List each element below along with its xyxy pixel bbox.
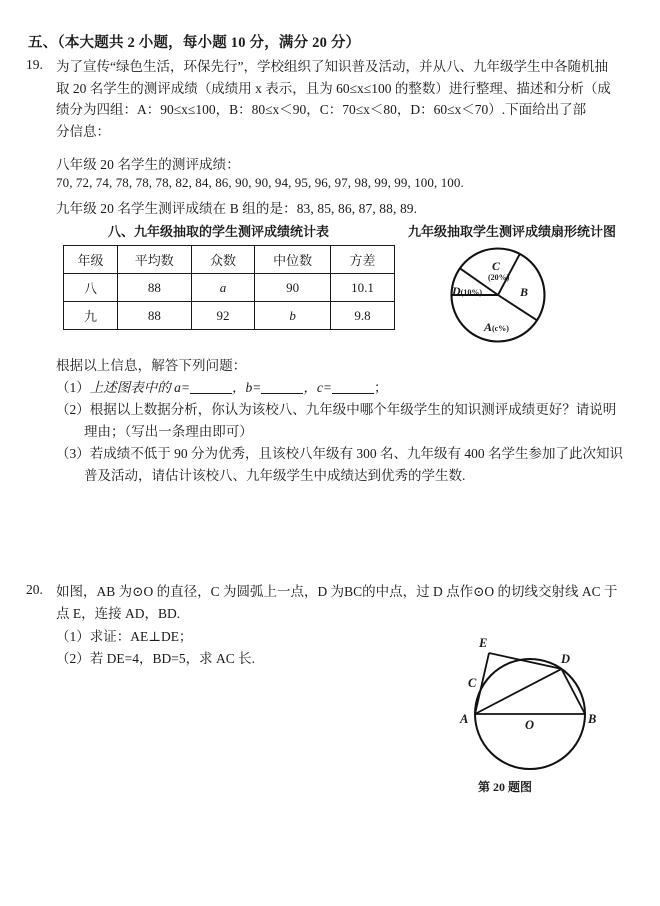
score-statistics-table bbox=[63, 245, 395, 330]
q19-3-line-1 bbox=[56, 443, 636, 465]
q19-1-tail: ； bbox=[373, 380, 388, 395]
cell-grade8-variance: 10.1 bbox=[330, 274, 394, 302]
pie-slice-pct-c: (20%) bbox=[488, 273, 510, 282]
q19-3-text-1: 若成绩不低于 90 分为优秀，且该校八年级有 300 名、九年级有 400 名学生参加了此次知识 bbox=[89, 446, 623, 461]
geometry-svg bbox=[430, 622, 630, 782]
table-row bbox=[64, 302, 395, 330]
q19-2-line-1 bbox=[56, 399, 636, 421]
point-label-c: C bbox=[468, 676, 477, 690]
problem-20-stem bbox=[56, 581, 636, 624]
pie-slice-label-b bbox=[520, 285, 528, 300]
q19-3-line-2: 普及活动，请估计该校八、九年级学生中成绩达到优秀的学生数. bbox=[84, 467, 466, 483]
point-label-d: D bbox=[561, 652, 571, 666]
q20-1-text: 求证：AE⊥DE； bbox=[89, 629, 193, 644]
cell-grade8-median: 90 bbox=[255, 274, 331, 302]
segment-bd bbox=[562, 669, 586, 714]
stat-table-title: 八、九年级抽取的学生测评成绩统计表 bbox=[108, 224, 330, 239]
segment-ace bbox=[475, 653, 489, 714]
segment-ed-tangent bbox=[489, 653, 562, 669]
pie-slice-label-a bbox=[484, 320, 509, 335]
q19-1-text-before: 上述图表中的 a= bbox=[89, 380, 190, 395]
q19-1-blank-a[interactable] bbox=[190, 381, 232, 394]
q19-1-mid1: ，b= bbox=[232, 380, 262, 395]
grade8-scores-label: 八年级 20 名学生的测评成绩： bbox=[56, 157, 240, 172]
grade9-group-b-scores: 九年级 20 名学生测评成绩在 B 组的是：83, 85, 86, 87, 88, 89. bbox=[56, 201, 418, 216]
problem-19-stem-line-4: 分信息： bbox=[56, 123, 110, 139]
cell-grade9-name: 九 bbox=[64, 302, 118, 330]
problem-19-question-2 bbox=[56, 399, 636, 442]
q19-1-tag: （1） bbox=[56, 380, 90, 395]
problem-19-question-1 bbox=[56, 377, 387, 399]
pie-label-a-letter: A bbox=[484, 320, 493, 334]
table-header-median: 中位数 bbox=[255, 246, 331, 274]
table-header-grade: 年级 bbox=[64, 246, 118, 274]
segment-ad bbox=[475, 669, 562, 714]
table-header-mode: 众数 bbox=[191, 246, 255, 274]
pie-slice-pct-a: (c%) bbox=[492, 324, 509, 333]
problem-19-stem bbox=[56, 56, 636, 142]
problem-19-stem-line-3: 绩分为四组：A：90≤x≤100，B：80≤x＜90，C：70≤x＜80，D：60≤x＜70）.下面给出了部 bbox=[56, 102, 587, 117]
problem-20-question-1 bbox=[56, 626, 192, 648]
section-heading: 五、（本大题共 2 小题，每小题 10 分，满分 20 分） bbox=[28, 35, 361, 51]
q20-2-text: 若 DE=4，BD=5，求 AC 长. bbox=[89, 651, 255, 666]
pie-label-c-letter: C bbox=[492, 259, 501, 273]
point-label-o: O bbox=[525, 718, 535, 732]
cell-grade8-name: 八 bbox=[64, 274, 118, 302]
point-label-b: B bbox=[588, 712, 597, 726]
pie-slice-pct-d: (10%) bbox=[460, 288, 482, 297]
cell-grade8-mode: a bbox=[191, 274, 255, 302]
q19-3-tag: （3） bbox=[56, 446, 90, 461]
problem-19-question-3 bbox=[56, 443, 636, 486]
q20-2-tag: （2） bbox=[56, 651, 90, 666]
grade9-score-pie-chart bbox=[438, 242, 578, 350]
pie-slice-label-c bbox=[492, 259, 500, 274]
q19-2-tag: （2） bbox=[56, 402, 90, 417]
problem-20-stem-line-1: 如图，AB 为⊙O 的直径，C 为圆弧上一点，D 为BC的中点，过 D 点作⊙O 的切线交射线 AC 于 bbox=[56, 584, 618, 599]
point-label-e: E bbox=[479, 636, 488, 650]
cell-grade9-mode: 92 bbox=[191, 302, 255, 330]
pie-slice-label-d bbox=[452, 284, 482, 299]
q20-1-tag: （1） bbox=[56, 629, 90, 644]
pie-chart-title: 九年级抽取学生测评成绩扇形统计图 bbox=[408, 224, 617, 239]
cell-grade9-mean: 88 bbox=[118, 302, 192, 330]
problem-19-stem-line-2: 取 20 名学生的测评成绩（成绩用 x 表示，且为 60≤x≤100 的整数）进行整理、描述和分析（成 bbox=[56, 80, 611, 96]
cell-grade9-median: b bbox=[255, 302, 331, 330]
table-header-mean: 平均数 bbox=[118, 246, 192, 274]
problem-20-figure bbox=[430, 622, 630, 792]
q19-2-text-1: 根据以上数据分析，你认为该校八、九年级中哪个年级学生的知识测评成绩更好？请说明 bbox=[89, 402, 617, 417]
table-header-variance: 方差 bbox=[330, 246, 394, 274]
problem-20-stem-line-2: 点 E，连接 AD，BD. bbox=[56, 605, 181, 621]
pie-label-b-letter: B bbox=[520, 285, 529, 299]
problem-20-figure-caption: 第 20 题图 bbox=[478, 780, 533, 794]
pie-divider-b-a bbox=[498, 295, 537, 320]
problem-20-question-2 bbox=[56, 648, 255, 670]
table-row bbox=[64, 274, 395, 302]
point-label-a: A bbox=[460, 712, 469, 726]
problem-19-number: 19. bbox=[26, 57, 43, 72]
cell-grade8-mean: 88 bbox=[118, 274, 192, 302]
cell-grade9-variance: 9.8 bbox=[330, 302, 394, 330]
q19-1-blank-c[interactable] bbox=[332, 381, 374, 394]
problem-19-prompt: 根据以上信息，解答下列问题： bbox=[56, 358, 247, 373]
q19-1-blank-b[interactable] bbox=[261, 381, 303, 394]
grade8-scores-list: 70, 72, 74, 78, 78, 78, 82, 84, 86, 90, 90, 94, 95, 96, 97, 98, 99, 99, 100, 100. bbox=[56, 175, 464, 190]
pie-label-d-letter: D bbox=[452, 284, 461, 298]
problem-20-number: 20. bbox=[26, 582, 43, 597]
q19-2-line-2: 理由；（写出一条理由即可） bbox=[84, 423, 253, 439]
table-header-row bbox=[64, 246, 395, 274]
problem-19-stem-line-1: 为了宣传“绿色生活，环保先行”，学校组织了知识普及活动，并从八、九年级学生中各随机抽 bbox=[56, 59, 608, 74]
q19-1-mid2: ，c= bbox=[303, 380, 332, 395]
